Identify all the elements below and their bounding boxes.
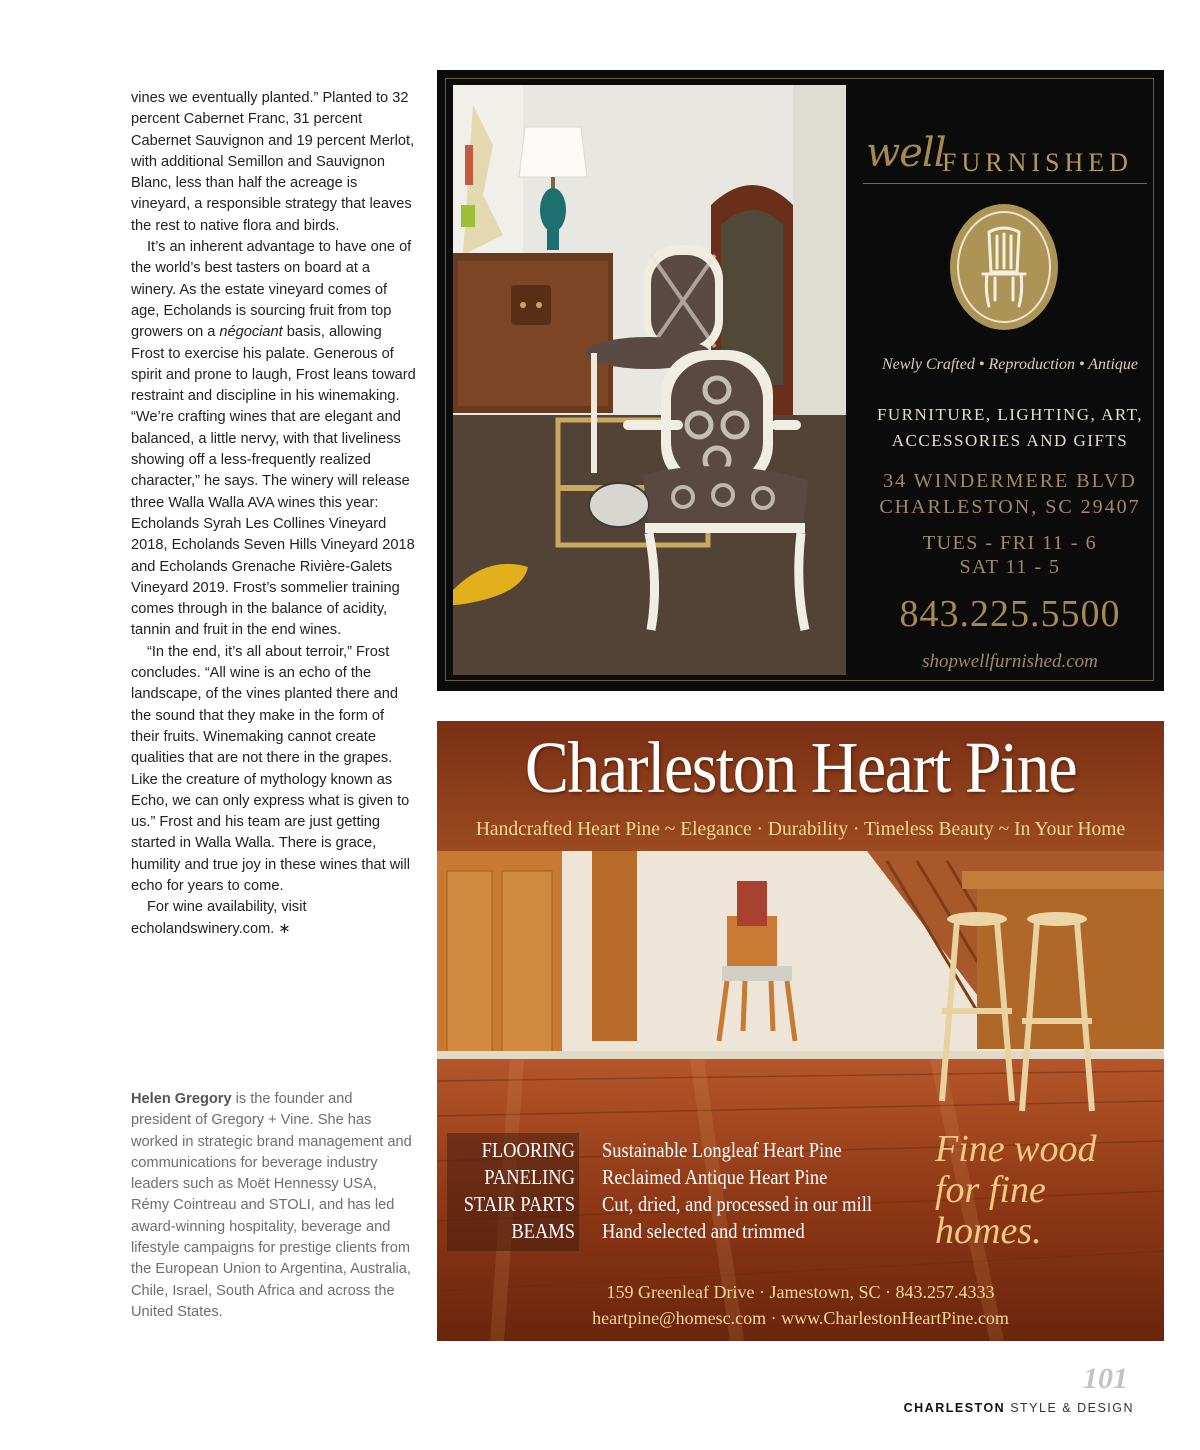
product-descriptions bbox=[602, 1137, 872, 1245]
services-line: FURNITURE, LIGHTING, ART, bbox=[876, 405, 1144, 424]
address-line: 34 WINDERMERE BLVD bbox=[883, 470, 1137, 492]
slogan-line: homes. bbox=[935, 1210, 1042, 1252]
ad-contact bbox=[437, 1279, 1164, 1331]
store-phone[interactable]: 843.225.5500 bbox=[899, 593, 1121, 635]
author-bio-text: is the founder and president of Gregory + Vine. She has worked in strategic brand management and communications for beverage industry leaders such as Moët Hennessy USA, Rémy Cointreau and STOLI, and has led award-winning hospitality, beverage and lifestyle campaigns for prestige clients from the European Union to Argentina, Australia, Chile, Israel, South Africa and across the United States. bbox=[131, 1091, 412, 1320]
store-website-link[interactable]: shopwellfurnished.com bbox=[922, 651, 1098, 672]
paragraph-text: vines we eventually planted.” Planted to 32 percent Cabernet Franc, 31 percent Cabernet Sauvignon and 19 percent Merlot, with additional Semillon and Sauvignon Blanc, less than half the acreage is vineyard, a responsible strategy that leaves the rest to native flora and birds. bbox=[131, 90, 415, 234]
product-description: Cut, dried, and processed in our mill bbox=[602, 1192, 872, 1216]
product-list bbox=[462, 1137, 575, 1245]
slogan-line: Fine wood bbox=[935, 1128, 1097, 1170]
author-bio bbox=[131, 1089, 416, 1323]
author-name: Helen Gregory bbox=[131, 1091, 232, 1107]
page-number: 101 bbox=[1083, 1362, 1128, 1395]
product-item: FLOORING bbox=[481, 1138, 575, 1162]
logo-script: well bbox=[866, 130, 946, 176]
article-paragraph bbox=[131, 237, 416, 642]
magazine-footer bbox=[904, 1401, 1134, 1415]
article-body bbox=[131, 88, 416, 940]
product-item: PANELING bbox=[484, 1165, 575, 1189]
services bbox=[857, 402, 1163, 454]
store-address bbox=[857, 468, 1163, 520]
hours-line: TUES - FRI 11 - 6 bbox=[922, 532, 1098, 554]
chair-medallion-icon bbox=[949, 202, 1059, 332]
paragraph-text: basis, allowing Frost to exercise his palate. Generous of spirit and prone to laugh, Frost leans toward restraint and discipline in his winemaking. “We’re crafting wines that are elegant and balanced, a little nervy, with that liveliness showing off a less-frequently realized character,” he says. The winery will release three Walla Walla AVA wines this year: Echolands Syrah Les Collines Vineyard 2018, Echolands Seven Hills Vineyard 2018 and Echolands Grenache Rivière-Galets Vineyard 2019. Frost’s sommelier training comes through in the balance of acidity, tannin and fruit in the end wines. bbox=[131, 324, 416, 639]
paragraph-text: “In the end, it’s all about terroir,” Frost concludes. “All wine is an echo of the landscape, of the vines planted there and the sound that they make in the form of their fruits. Winemaking cannot create qualities that are not there in the grapes. Like the creature of mythology known as Echo, we can only express what is given to us.” Frost and his team are just getting started in Walla Walla. There is grace, humility and true joy in these wines that will echo for years to come. bbox=[131, 643, 411, 894]
product-description: Hand selected and trimmed bbox=[602, 1219, 805, 1243]
article-paragraph bbox=[131, 642, 416, 898]
logo-wordmark: FURNISHED bbox=[942, 148, 1133, 177]
italic-term: négociant bbox=[219, 324, 283, 341]
magazine-name-rest: STYLE & DESIGN bbox=[1005, 1401, 1134, 1415]
article-paragraph bbox=[131, 88, 416, 237]
hours-line: SAT 11 - 5 bbox=[959, 556, 1061, 578]
contact-email-website[interactable]: heartpine@homesc.com · www.CharlestonHeartPine.com bbox=[592, 1308, 1009, 1328]
product-item: STAIR PARTS bbox=[463, 1192, 575, 1216]
services-line: ACCESSORIES AND GIFTS bbox=[891, 431, 1129, 450]
paragraph-text: For wine availability, visit echolandswinery.com. ∗ bbox=[131, 899, 307, 937]
furniture-photo bbox=[453, 85, 846, 675]
ad-slogan bbox=[935, 1129, 1096, 1252]
logo-rule bbox=[863, 183, 1147, 184]
ad-subtitle: Handcrafted Heart Pine ~ Elegance · Durability · Timeless Beauty ~ In Your Home bbox=[475, 819, 1126, 840]
paragraph-text: It’s an inherent advantage to have one of the world’s best tasters on board at a winery. As the estate vineyard comes of age, Echolands is sourcing fruit from top growers on a bbox=[131, 239, 412, 341]
ad-title: Charleston Heart Pine bbox=[524, 728, 1077, 809]
article-paragraph bbox=[131, 897, 416, 940]
heart-pine-ad[interactable] bbox=[437, 721, 1164, 1341]
product-item: BEAMS bbox=[511, 1219, 575, 1243]
address-line: CHARLESTON, SC 29407 bbox=[879, 496, 1141, 518]
contact-address-phone[interactable]: 159 Greenleaf Drive · Jamestown, SC · 843.257.4333 bbox=[606, 1282, 995, 1302]
product-description: Sustainable Longleaf Heart Pine bbox=[602, 1138, 842, 1162]
slogan-line: for fine bbox=[935, 1169, 1046, 1211]
product-description: Reclaimed Antique Heart Pine bbox=[602, 1165, 828, 1189]
well-furnished-ad[interactable] bbox=[437, 70, 1164, 691]
magazine-name-bold: CHARLESTON bbox=[903, 1401, 1006, 1415]
store-hours bbox=[857, 531, 1163, 579]
tagline: Newly Crafted • Reproduction • Antique bbox=[881, 356, 1139, 373]
